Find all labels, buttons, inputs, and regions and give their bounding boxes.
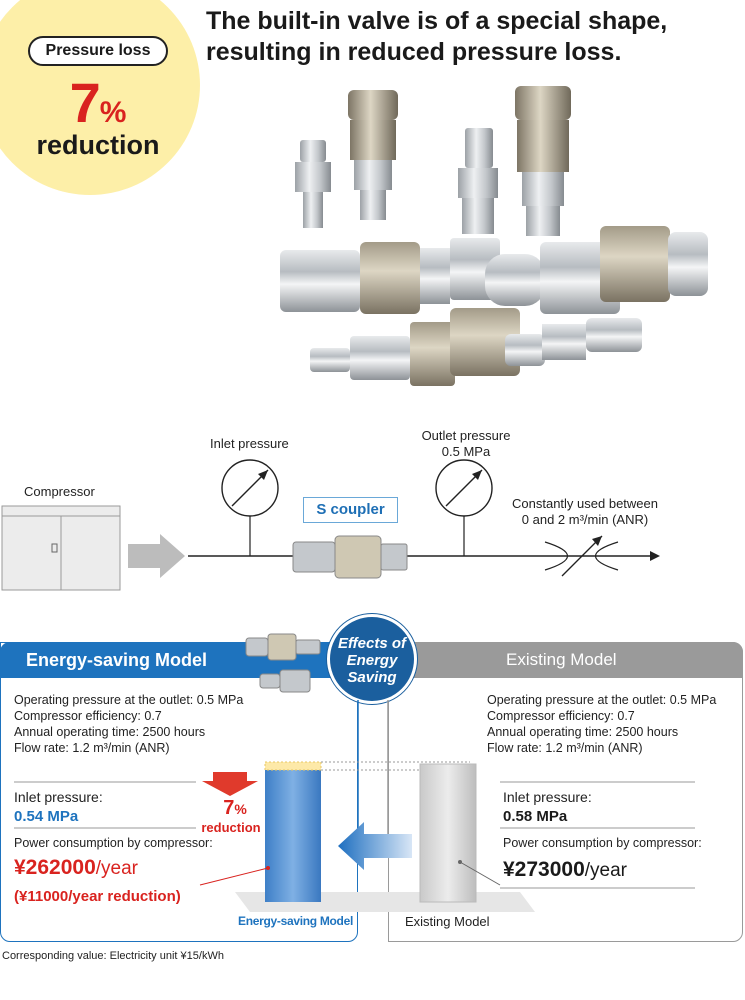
arrow-percent-number: 7 [223, 797, 235, 819]
energy-bar-label: Energy-saving Model [238, 914, 353, 928]
headline [206, 6, 726, 68]
s-coupler-label: S coupler [303, 497, 398, 523]
footnote: Corresponding value: Electricity unit ¥15/kWh [2, 950, 224, 962]
headline-line-2: resulting in reduced pressure loss. [206, 38, 622, 66]
pipe-arrowhead [650, 551, 660, 561]
inlet-pressure-label: Inlet pressure [210, 436, 289, 451]
reduction-band [265, 762, 321, 770]
energy-power [14, 856, 138, 880]
arrow-reduction-word: reduction [201, 820, 261, 835]
headline-line-1: The built-in valve is of a special shape, [206, 7, 668, 35]
plug-vertical-right [458, 128, 498, 234]
energy-inlet-label: Inlet pressure: [14, 789, 103, 805]
flow-range-label [500, 496, 670, 528]
effects-line-2: Energy [346, 652, 398, 669]
badge-percent [0, 70, 196, 135]
effects-line-3: Saving [347, 669, 397, 686]
energy-condition-3: Annual operating time: 2500 hours [14, 725, 206, 739]
outlet-pressure-value: 0.5 MPa [441, 444, 491, 459]
right-leader-dot [458, 860, 462, 864]
flow-range-line-2: 0 and 2 m³/min (ANR) [521, 512, 649, 527]
flow-range-line-1: Constantly used between [512, 496, 658, 511]
socket-vertical-center-left [348, 90, 398, 220]
socket-vertical-right [515, 86, 571, 236]
energy-condition-4: Flow rate: 1.2 m³/min (ANR) [14, 741, 170, 755]
outlet-pressure-label [408, 428, 524, 460]
arrow-percent-sign: % [234, 801, 247, 817]
energy-saving-title: Energy-saving Model [0, 642, 358, 678]
existing-title: Existing Model [388, 642, 743, 678]
energy-reduction-text: (¥11000/year reduction) [14, 888, 181, 905]
energy-power-value: ¥262000 [14, 856, 96, 879]
existing-power [503, 858, 627, 882]
socket-horizontal-left [280, 238, 500, 314]
badge-reduction-word: reduction [36, 130, 160, 160]
energy-saving-bar [265, 770, 321, 902]
energy-inlet-value: 0.54 MPa [14, 808, 79, 825]
left-leader-line [200, 868, 268, 885]
plug-vertical-left [295, 140, 331, 228]
existing-condition-1: Operating pressure at the outlet: 0.5 MPa [487, 693, 717, 707]
s-coupler-illustration [293, 536, 407, 578]
existing-power-value: ¥273000 [503, 858, 585, 881]
compressor-label: Compressor [24, 484, 95, 499]
energy-power-unit: /year [95, 858, 139, 879]
coupler-products-illustration [270, 78, 740, 408]
savings-arrow [338, 822, 412, 870]
existing-power-label: Power consumption by compressor: [503, 836, 702, 850]
badge-percent-number: 7 [69, 71, 100, 134]
existing-condition-3: Annual operating time: 2500 hours [487, 725, 679, 739]
effects-line-1: Effects of [337, 635, 407, 652]
badge-percent-sign: % [99, 96, 127, 129]
socket-hose-barb [310, 308, 520, 386]
arrow-percent [200, 797, 270, 820]
socket-horizontal-right [485, 226, 708, 314]
existing-power-unit: /year [584, 860, 628, 881]
plug-hose-barb [505, 318, 642, 366]
outlet-pressure-title: Outlet pressure [421, 428, 511, 443]
existing-inlet-label: Inlet pressure: [503, 789, 592, 805]
existing-bar-label: Existing Model [405, 914, 490, 929]
pressure-loss-pill: Pressure loss [28, 36, 168, 66]
flow-gray-arrow [128, 534, 185, 578]
energy-condition-1: Operating pressure at the outlet: 0.5 MPa [14, 693, 244, 707]
existing-condition-2: Compressor efficiency: 0.7 [487, 709, 635, 723]
existing-inlet-value: 0.58 MPa [503, 808, 568, 825]
existing-condition-4: Flow rate: 1.2 m³/min (ANR) [487, 741, 643, 755]
existing-bar [420, 764, 476, 902]
energy-power-label: Power consumption by compressor: [14, 836, 213, 850]
energy-condition-2: Compressor efficiency: 0.7 [14, 709, 162, 723]
reduction-down-arrow [202, 772, 258, 796]
left-leader-dot [266, 866, 270, 870]
